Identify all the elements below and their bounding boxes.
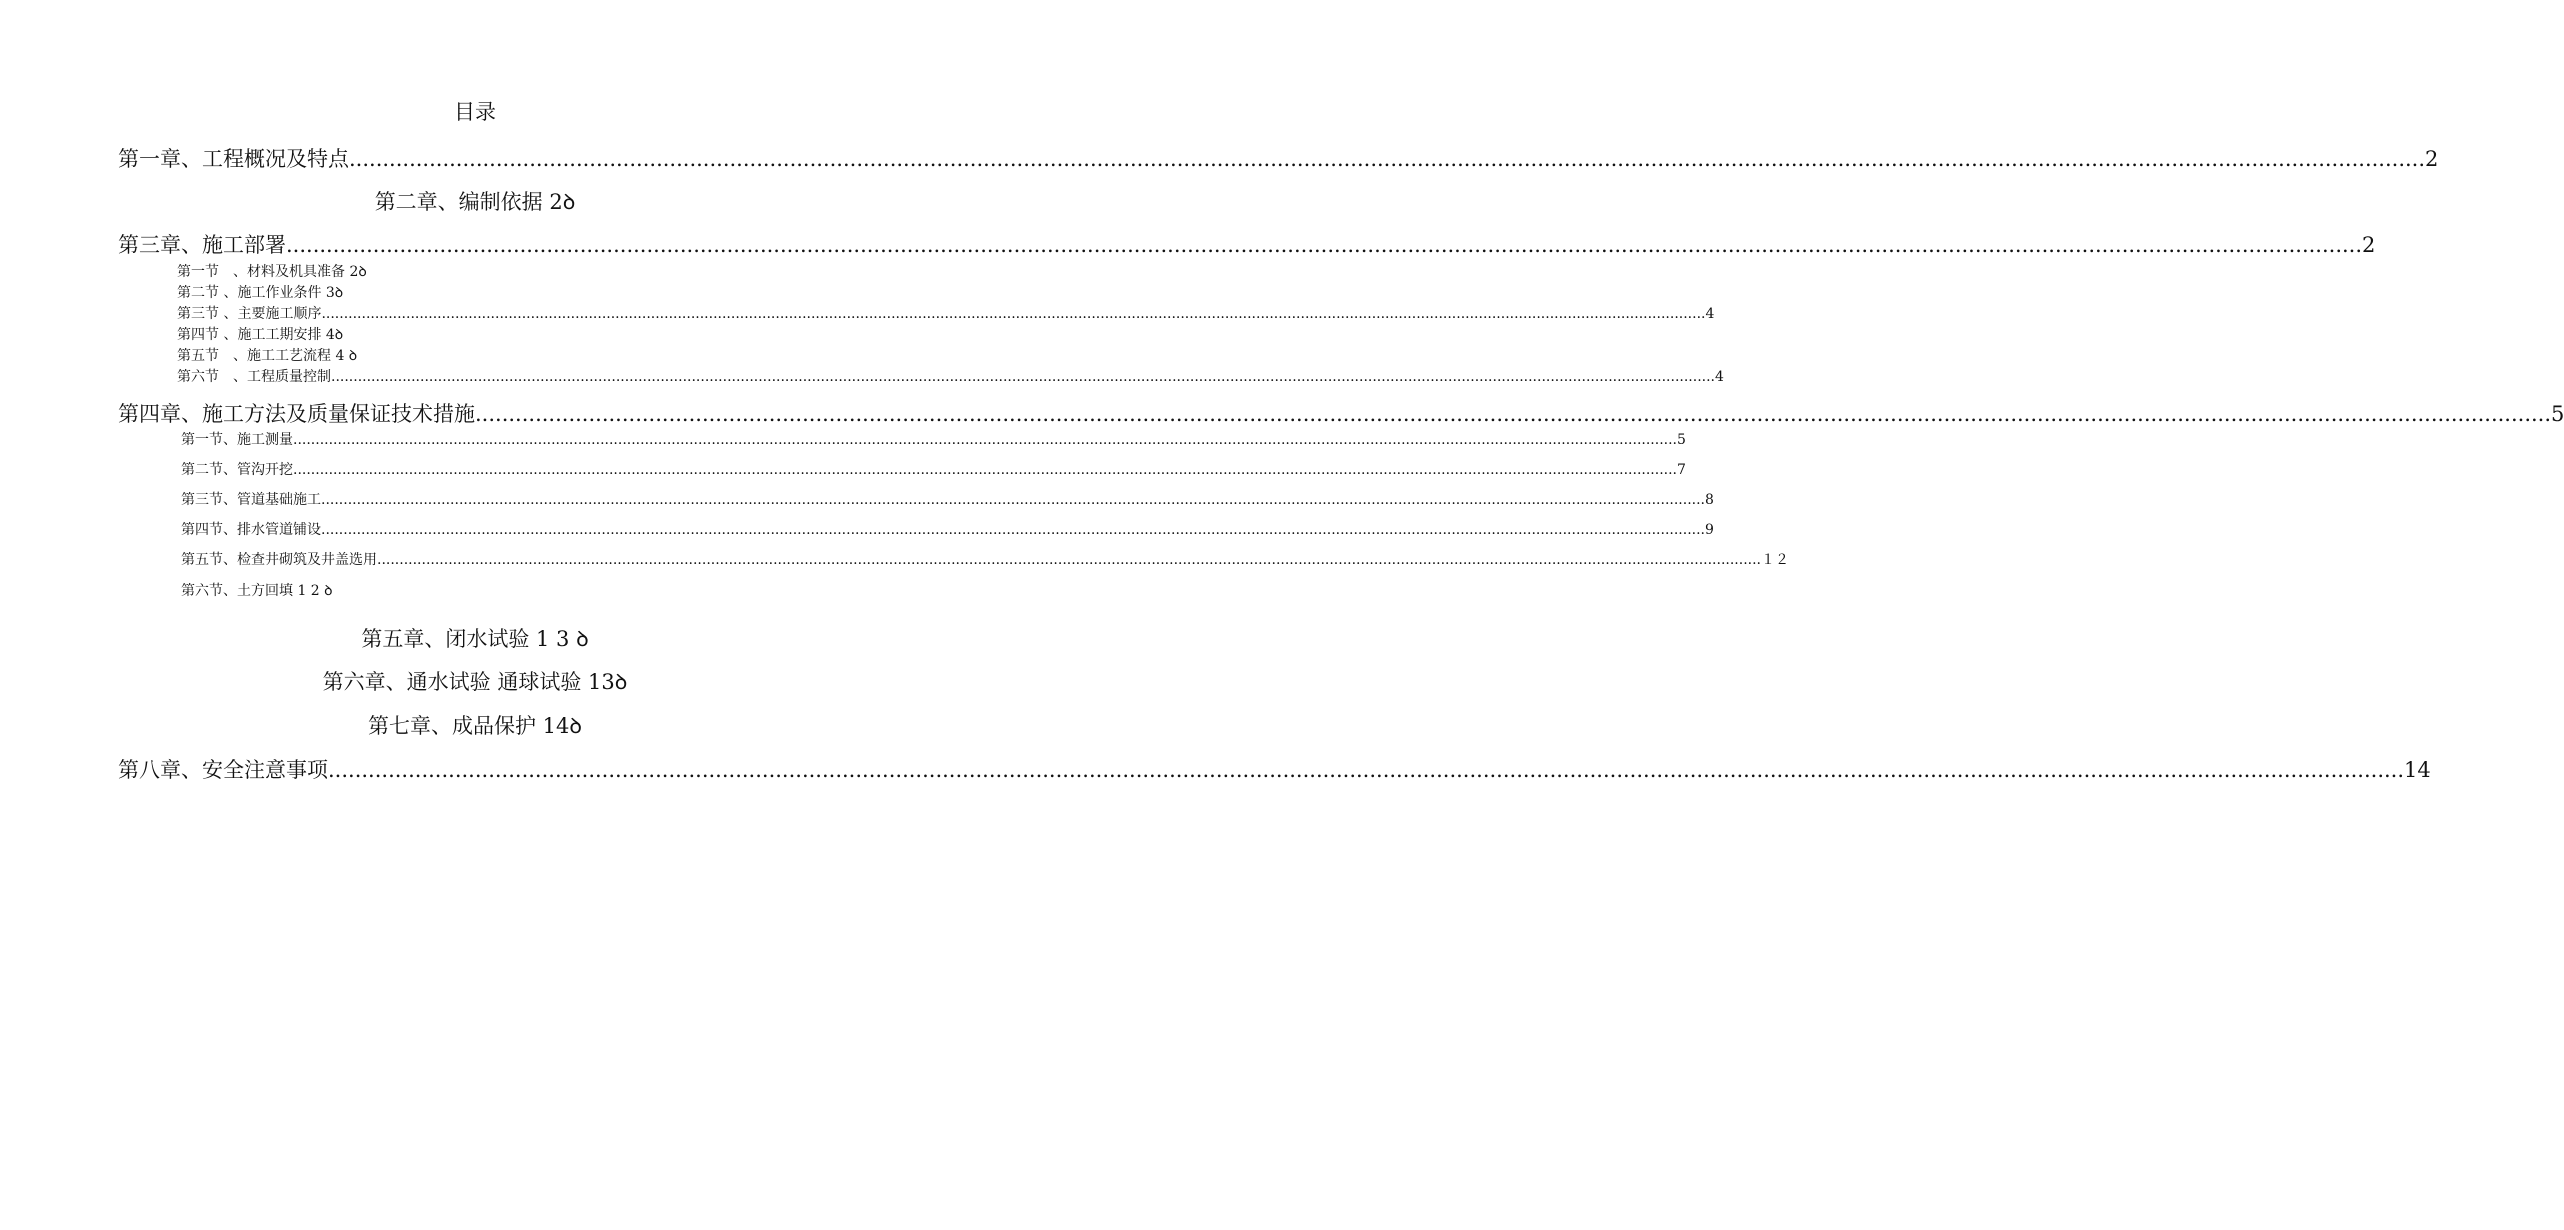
toc-entry-ch5[interactable]: 第五章、闭水试验 1 3 ꝺ xyxy=(361,627,589,651)
toc-page-number: 4 xyxy=(1715,369,1724,385)
toc-leader-dots: ....................................................................................................................................................................................................................................................................................................................... xyxy=(321,522,1706,538)
toc-page-number: 9 xyxy=(1705,522,1714,538)
toc-entry-label: 第四章、施工方法及质量保证技术措施 xyxy=(118,402,475,426)
toc-leader-dots: ....................................................................................................................................................................................................................................................................................................................... xyxy=(328,758,2405,782)
toc-entry-ch4-s3[interactable] xyxy=(181,489,1714,509)
toc-entry-ch7[interactable]: 第七章、成品保护 14ꝺ xyxy=(368,714,582,738)
toc-leader-dots: ....................................................................................................................................................................................................................................................................................................................... xyxy=(293,462,1678,478)
toc-entry-ch4[interactable] xyxy=(118,398,2564,428)
toc-entry-ch8[interactable] xyxy=(118,754,2431,784)
toc-entry-ch2[interactable]: 第二章、编制依据 2ꝺ xyxy=(374,190,576,214)
toc-entry-ch3-s6[interactable] xyxy=(177,366,1724,386)
toc-page-number: 2 xyxy=(2425,147,2439,171)
toc-entry-label: 第三节、管道基础施工 xyxy=(181,492,321,508)
toc-entry-label: 第六节 、工程质量控制 xyxy=(177,369,331,385)
toc-entry-ch3[interactable] xyxy=(118,229,2376,259)
toc-leader-dots: ....................................................................................................................................................................................................................................................................................................................... xyxy=(321,492,1706,508)
toc-entry-ch3-s4[interactable]: 第四节 、施工工期安排 4ꝺ xyxy=(177,327,344,343)
toc-entry-label: 第四节、排水管道铺设 xyxy=(181,522,321,538)
toc-entry-label: 第五节、检查井砌筑及井盖选用 xyxy=(181,552,377,568)
toc-page-number: 5 xyxy=(1677,432,1686,448)
toc-page-number: １２ xyxy=(1761,552,1790,568)
toc-entry-ch4-s6[interactable]: 第六节、土方回填 1 2 ꝺ xyxy=(181,583,333,599)
toc-entry-label: 第八章、安全注意事项 xyxy=(118,758,328,782)
toc-page-number: 2 xyxy=(2362,233,2376,257)
toc-leader-dots: ....................................................................................................................................................................................................................................................................................................................... xyxy=(475,402,2552,426)
toc-entry-ch3-s2[interactable]: 第二节 、施工作业条件 3ꝺ xyxy=(177,285,344,301)
toc-page-number: 14 xyxy=(2404,758,2431,782)
toc-entry-label: 第二节、管沟开挖 xyxy=(181,462,293,478)
toc-entry-ch3-s3[interactable] xyxy=(177,303,1715,323)
toc-leader-dots: ....................................................................................................................................................................................................................................................................................................................... xyxy=(377,552,1762,568)
toc-entry-label: 第一节、施工测量 xyxy=(181,432,293,448)
toc-entry-ch4-s5[interactable] xyxy=(181,549,1790,569)
toc-entry-ch6[interactable]: 第六章、通水试验 通球试验 13ꝺ xyxy=(322,670,628,694)
toc-entry-ch1[interactable] xyxy=(118,143,2439,173)
toc-leader-dots: ....................................................................................................................................................................................................................................................................................................................... xyxy=(286,233,2363,257)
toc-entry-ch4-s1[interactable] xyxy=(181,429,1686,449)
toc-entry-label: 第三章、施工部署 xyxy=(118,233,286,257)
toc-entry-ch4-s4[interactable] xyxy=(181,519,1714,539)
toc-leader-dots: ....................................................................................................................................................................................................................................................................................................................... xyxy=(349,147,2426,171)
toc-page-number: 8 xyxy=(1705,492,1714,508)
toc-leader-dots: ....................................................................................................................................................................................................................................................................................................................... xyxy=(321,306,1706,322)
toc-leader-dots: ....................................................................................................................................................................................................................................................................................................................... xyxy=(293,432,1678,448)
toc-entry-ch4-s2[interactable] xyxy=(181,459,1686,479)
toc-entry-label: 第一章、工程概况及特点 xyxy=(118,147,349,171)
toc-entry-label: 第三节 、主要施工顺序 xyxy=(177,306,322,322)
toc-leader-dots: ....................................................................................................................................................................................................................................................................................................................... xyxy=(331,369,1716,385)
toc-entry-ch3-s5[interactable]: 第五节 、施工工艺流程 4 ꝺ xyxy=(177,348,358,364)
toc-page-number: 4 xyxy=(1705,306,1715,322)
toc-entry-ch3-s1[interactable]: 第一节 、材料及机具准备 2ꝺ xyxy=(177,264,367,280)
toc-page-number: 5 xyxy=(2551,402,2564,426)
toc-title: 目录 xyxy=(454,100,496,124)
toc-page-number: 7 xyxy=(1677,462,1686,478)
